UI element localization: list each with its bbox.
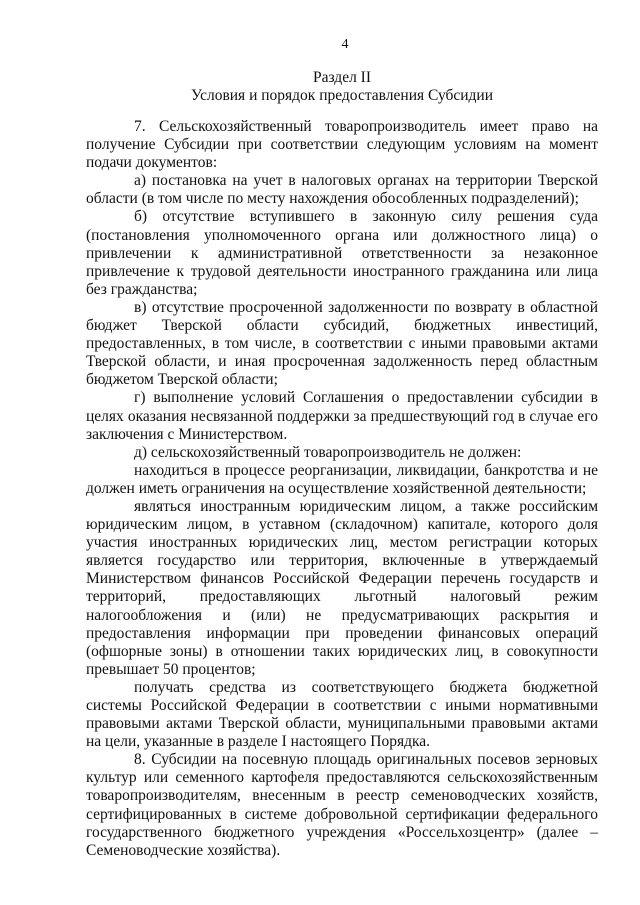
paragraph-7g: г) выполнение условий Соглашения о предоставлении субсидии в целях оказания несвязанной поддержки за предшествующий год в случае его заключения с Министерством. [86, 389, 598, 443]
paragraph-7d: д) сельскохозяйственный товаропроизводитель не должен: [134, 443, 522, 461]
paragraph-8: 8. Субсидии на посевную площадь оригинальных посевов зерновых культур или семенного картофеля предоставляются сельскохозяйственным товаропроизводителям, внесенным в реестр семеноводческих хозяйств, сертифицированных в системе добровольной сертификации федерального государственного бюджетного учреждения «Россельхозцентр» (далее – Семеноводческие хозяйства). [86, 751, 598, 859]
paragraph-7v: в) отсутствие просроченной задолженности по возврату в областной бюджет Тверской области субсидий, бюджетных инвестиций, предоставленных, в том числе, в соответствии с иными правовыми актами Тверской области, и иная просроченная задолженность перед областным бюджетом Тверской области; [86, 298, 598, 389]
paragraph-7d-item-1: находиться в процессе реорганизации, ликвидации, банкротства и не должен иметь ограничения на осуществление хозяйственной деятельности; [86, 461, 598, 497]
page-number: 4 [341, 37, 349, 52]
paragraph-7a: а) постановка на учет в налоговых органах на территории Тверской области (в том числе по месту нахождения обособленных подразделений); [86, 172, 598, 208]
paragraph-7b: б) отсутствие вступившего в законную силу решения суда (постановления уполномоченного органа или должностного лица) о привлечении к административной ответственности за незаконное привлечение к трудовой деятельности иностранного гражданина или лица без гражданства; [86, 208, 598, 298]
section-label: Раздел II [312, 69, 372, 86]
paragraph-7d-item-3: получать средства из соответствующего бюджета бюджетной системы Российской Федерации в соответствии с иными нормативными правовыми актами Тверской области, муниципальными правовыми актами на цели, указанные в разделе I настоящего Порядка. [86, 678, 598, 751]
paragraph-7-intro: 7. Сельскохозяйственный товаропроизводитель имеет право на получение Субсидии при соответствии следующим условиям на момент подачи документов: [86, 118, 598, 172]
section-heading [84, 69, 600, 105]
section-title: Условия и порядок предоставления Субсидии [190, 87, 494, 104]
paragraph-7d-item-2: являться иностранным юридическим лицом, а также российским юридическим лицом, в уставном (складочном) капитале, которого доля участия иностранных юридических лиц, местом регистрации которых является государство или территория, включенные в утверждаемый Министерством финансов Российской Федерации перечень государств и территорий, предоставляющих льготный налоговый режим налогообложения и (или) не предусматривающих раскрытия и предоставления информации при проведении финансовых операций (офшорные зоны) в отношении таких юридических лиц, в совокупности превышает 50 процентов; [86, 497, 598, 678]
document-body [86, 118, 598, 860]
